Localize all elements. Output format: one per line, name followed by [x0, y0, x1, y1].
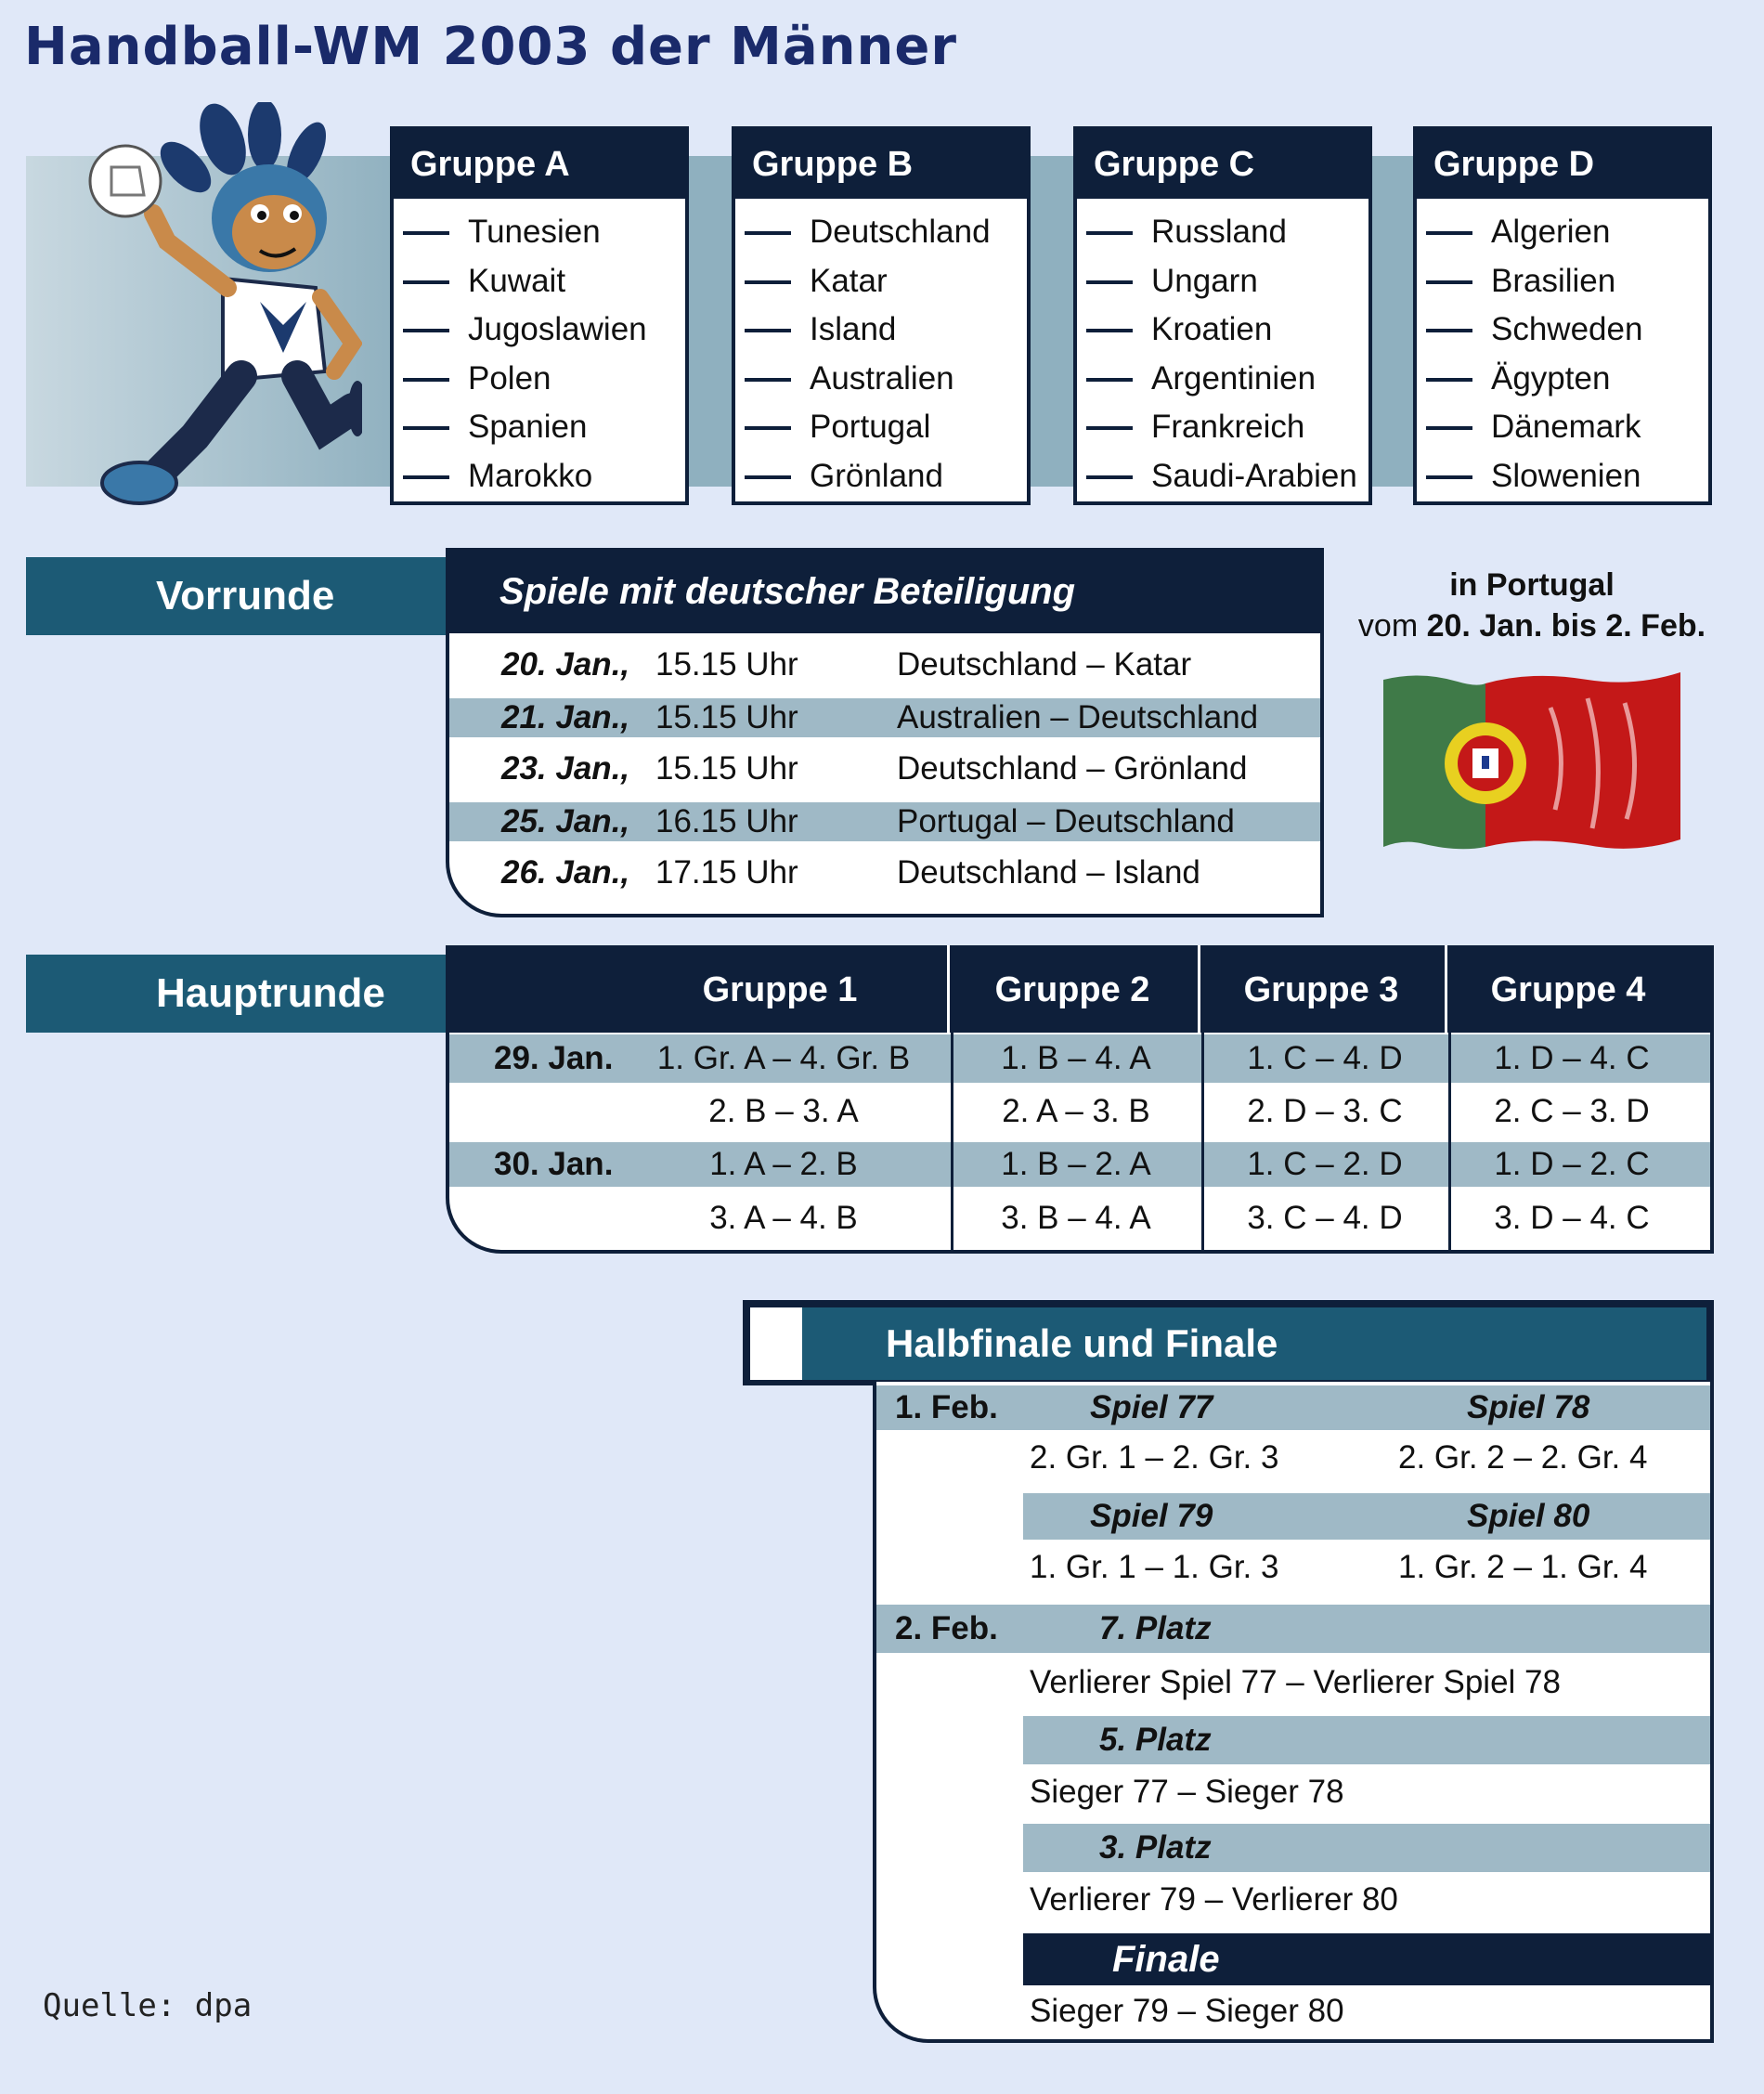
vorrunde-header: Spiele mit deutscher Beteiligung: [446, 548, 1324, 635]
spiel77-match: 2. Gr. 1 – 2. Gr. 3: [1030, 1439, 1279, 1476]
finals-date: 1. Feb.: [895, 1389, 998, 1425]
hauptrunde-col-header: Gruppe 3: [1243, 970, 1399, 1009]
platz3-match: Verlierer 79 – Verlierer 80: [1030, 1881, 1398, 1918]
host-country: in Portugal: [1449, 567, 1615, 603]
spiel79-match: 1. Gr. 1 – 1. Gr. 3: [1030, 1549, 1279, 1585]
spiel80-match: 1. Gr. 2 – 1. Gr. 4: [1398, 1549, 1648, 1585]
hauptrunde-cell: 1. D – 2. C: [1494, 1146, 1650, 1182]
finals-row: [876, 1385, 1710, 1430]
game-date: 26. Jan.,: [501, 854, 630, 891]
column-divider: [1201, 1033, 1204, 1250]
game-match: Deutschland – Grönland: [897, 750, 1248, 787]
group-b-box: [732, 126, 1031, 505]
hauptrunde-header-row: [446, 945, 1714, 1034]
game-time: 15.15 Uhr: [655, 699, 798, 735]
group-a-team: Spanien: [394, 403, 685, 452]
host-info: [1337, 565, 1727, 646]
spiel79-title: Spiel 79: [1090, 1498, 1213, 1534]
vorrunde-game-row: [449, 698, 1320, 737]
finals-row: [1023, 1824, 1710, 1872]
game-time: 15.15 Uhr: [655, 646, 798, 683]
vorrunde-label: Vorrunde: [26, 557, 446, 635]
host-dates-prefix: vom: [1357, 608, 1427, 644]
hauptrunde-table: [446, 1033, 1714, 1254]
group-a-title: Gruppe A: [394, 130, 685, 199]
group-b-team: Island: [735, 306, 1027, 355]
game-match: Deutschland – Katar: [897, 646, 1192, 683]
finals-date: 2. Feb.: [895, 1610, 998, 1646]
group-c-team: Frankreich: [1077, 403, 1368, 452]
hauptrunde-date: 30. Jan.: [494, 1146, 614, 1182]
group-b-team: Portugal: [735, 403, 1027, 452]
host-dates-range: 20. Jan. bis 2. Feb.: [1426, 608, 1706, 644]
vorrunde-game-row: [449, 802, 1320, 841]
hauptrunde-cell: 1. B – 2. A: [1001, 1146, 1151, 1182]
game-date: 21. Jan.,: [501, 699, 630, 735]
group-c-team: Argentinien: [1077, 355, 1368, 404]
game-date: 25. Jan.,: [501, 803, 630, 839]
group-d-title: Gruppe D: [1417, 130, 1708, 199]
hauptrunde-cell: 3. C – 4. D: [1247, 1200, 1403, 1236]
group-a-team: Tunesien: [394, 208, 685, 257]
group-b-team: Grönland: [735, 452, 1027, 501]
game-match: Portugal – Deutschland: [897, 803, 1235, 839]
group-d-team: Algerien: [1417, 208, 1708, 257]
hauptrunde-row: [449, 1142, 1710, 1187]
hauptrunde-col-header: Gruppe 2: [994, 970, 1150, 1009]
finals-header-marker: [750, 1307, 802, 1380]
hauptrunde-cell: 2. C – 3. D: [1494, 1093, 1650, 1129]
hauptrunde-date: 29. Jan.: [494, 1040, 614, 1076]
spiel78-match: 2. Gr. 2 – 2. Gr. 4: [1398, 1439, 1648, 1476]
page-title: Handball-WM 2003 der Männer: [24, 17, 957, 77]
column-divider: [951, 1033, 953, 1250]
column-divider: [1198, 945, 1200, 1034]
finals-row: [876, 1766, 1710, 1818]
hauptrunde-cell: 3. B – 4. A: [1001, 1200, 1151, 1236]
finals-table: [873, 1382, 1714, 2043]
finals-row: [876, 1541, 1710, 1593]
mascot-handball-player-illustration: [84, 102, 362, 511]
platz5-match: Sieger 77 – Sieger 78: [1030, 1774, 1344, 1810]
platz3-title: 3. Platz: [1099, 1829, 1212, 1866]
game-time: 16.15 Uhr: [655, 803, 798, 839]
platz7-title: 7. Platz: [1099, 1610, 1212, 1646]
group-d-box: [1413, 126, 1712, 505]
hauptrunde-cell: 2. D – 3. C: [1247, 1093, 1403, 1129]
hauptrunde-row: [449, 1034, 1710, 1083]
game-time: 17.15 Uhr: [655, 854, 798, 891]
game-date: 23. Jan.,: [501, 750, 630, 787]
platz7-match: Verlierer Spiel 77 – Verlierer Spiel 78: [1030, 1664, 1561, 1700]
group-a-team: Kuwait: [394, 257, 685, 306]
spiel78-title: Spiel 78: [1467, 1389, 1590, 1425]
group-c-team: Ungarn: [1077, 257, 1368, 306]
group-b-team: Australien: [735, 355, 1027, 404]
finale-title: Finale: [1112, 1939, 1220, 1980]
group-a-box: [390, 126, 689, 505]
group-c-team: Saudi-Arabien: [1077, 452, 1368, 501]
finals-row: [876, 1657, 1710, 1709]
group-a-team: Polen: [394, 355, 685, 404]
group-d-team: Schweden: [1417, 306, 1708, 355]
group-c-title: Gruppe C: [1077, 130, 1368, 199]
finals-row: [1023, 1716, 1710, 1764]
hauptrunde-cell: 2. A – 3. B: [1002, 1093, 1150, 1129]
game-time: 15.15 Uhr: [655, 750, 798, 787]
column-divider: [1448, 1033, 1451, 1250]
vorrunde-game-row: [449, 847, 1320, 899]
group-d-team: Ägypten: [1417, 355, 1708, 404]
hauptrunde-cell: 2. B – 3. A: [708, 1093, 859, 1129]
group-d-team: Slowenien: [1417, 452, 1708, 501]
spiel80-title: Spiel 80: [1467, 1498, 1590, 1534]
hauptrunde-cell: 3. D – 4. C: [1494, 1200, 1650, 1236]
group-c-team: Kroatien: [1077, 306, 1368, 355]
group-d-team: Dänemark: [1417, 403, 1708, 452]
group-c-team: Russland: [1077, 208, 1368, 257]
hauptrunde-cell: 1. Gr. A – 4. Gr. B: [656, 1040, 911, 1076]
finals-row: [1023, 1933, 1710, 1985]
hauptrunde-cell: 1. C – 4. D: [1247, 1040, 1403, 1076]
group-a-team: Marokko: [394, 452, 685, 501]
hauptrunde-col-header: Gruppe 1: [702, 970, 858, 1009]
hauptrunde-cell: 1. D – 4. C: [1494, 1040, 1650, 1076]
finals-row: [876, 1874, 1710, 1926]
source-note: Quelle: dpa: [43, 1987, 253, 2024]
hauptrunde-cell: 1. C – 2. D: [1247, 1146, 1403, 1182]
group-b-title: Gruppe B: [735, 130, 1027, 199]
group-a-team: Jugoslawien: [394, 306, 685, 355]
vorrunde-games-table: [446, 633, 1324, 917]
portugal-flag-icon: [1383, 670, 1680, 856]
group-d-team: Brasilien: [1417, 257, 1708, 306]
hauptrunde-col-header: Gruppe 4: [1490, 970, 1646, 1009]
group-b-team: Katar: [735, 257, 1027, 306]
hauptrunde-cell: 1. B – 4. A: [1001, 1040, 1151, 1076]
hauptrunde-cell: 1. A – 2. B: [709, 1146, 858, 1182]
game-date: 20. Jan.,: [501, 646, 630, 683]
finale-match: Sieger 79 – Sieger 80: [1030, 1993, 1344, 2029]
platz5-title: 5. Platz: [1099, 1722, 1212, 1758]
game-match: Deutschland – Island: [897, 854, 1200, 891]
column-divider: [947, 945, 950, 1034]
column-divider: [1445, 945, 1447, 1034]
spiel77-title: Spiel 77: [1090, 1389, 1213, 1425]
finals-row: [1023, 1493, 1710, 1540]
vorrunde-game-row: [449, 639, 1320, 691]
finals-row: [876, 1605, 1710, 1653]
finals-row: [876, 1985, 1710, 2037]
group-b-team: Deutschland: [735, 208, 1027, 257]
host-dates: [1337, 605, 1727, 646]
finals-row: [876, 1432, 1710, 1484]
hauptrunde-label: Hauptrunde: [26, 955, 446, 1033]
game-match: Australien – Deutschland: [897, 699, 1259, 735]
hauptrunde-cell: 3. A – 4. B: [709, 1200, 858, 1236]
hauptrunde-row: [449, 1085, 1710, 1138]
hauptrunde-row: [449, 1190, 1710, 1246]
group-c-box: [1073, 126, 1372, 505]
vorrunde-game-row: [449, 743, 1320, 795]
finals-label: Halbfinale und Finale: [802, 1307, 1706, 1380]
